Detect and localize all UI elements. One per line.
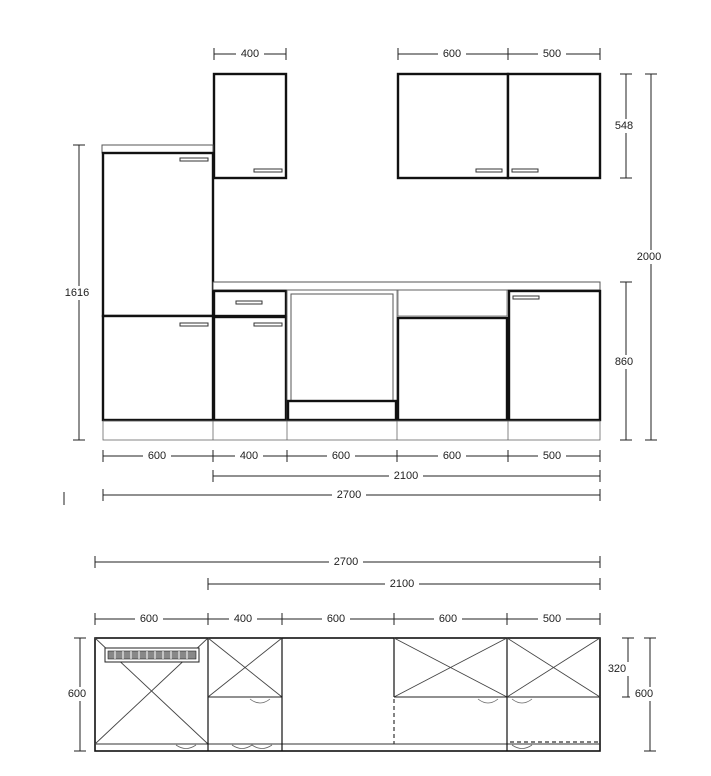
base-door-500 — [509, 291, 600, 420]
dim-base-width-1: 600 — [147, 449, 167, 462]
wall-cabinet-600 — [398, 74, 508, 178]
plan-dim-depth-left: 600 — [67, 687, 87, 700]
dim-base-width-5: 500 — [542, 449, 562, 462]
oven-plinth-drawer — [288, 401, 396, 420]
dim-tall-height: 1616 — [64, 286, 90, 299]
dim-base-width-3: 600 — [331, 449, 351, 462]
fridge-handle — [180, 158, 208, 161]
dim-upper-mid-width: 600 — [442, 47, 462, 60]
base-door-handle — [254, 323, 282, 326]
cabinet-handle — [254, 169, 282, 172]
plan-dim-depth-right: 600 — [634, 687, 654, 700]
wall-cabinet-500 — [508, 74, 600, 178]
plan-dim-width-5: 500 — [542, 612, 562, 625]
sink-blind-panel — [398, 290, 507, 316]
oven-opening — [291, 294, 393, 401]
cabinet-handle — [476, 169, 502, 172]
fridge-lower-door — [103, 316, 213, 420]
dim-upper-height: 548 — [614, 119, 634, 132]
base-door-handle — [513, 296, 539, 299]
wall-cabinet-400 — [214, 74, 286, 178]
base-door-400 — [214, 317, 286, 420]
cabinet-handle — [512, 169, 538, 172]
plan-dim-depth-upper: 320 — [607, 662, 627, 675]
dim-base-height: 860 — [614, 355, 634, 368]
dim-upper-left-width: 400 — [240, 47, 260, 60]
dim-base-width-4: 600 — [442, 449, 462, 462]
dim-span-total: 2700 — [336, 488, 362, 501]
worktop — [213, 282, 600, 290]
fridge-upper-door — [103, 153, 213, 316]
plan-dim-width-3: 600 — [326, 612, 346, 625]
dim-base-width-2: 400 — [239, 449, 259, 462]
plan-dim-span-partial: 2100 — [389, 577, 415, 590]
plan-dim-width-2: 400 — [233, 612, 253, 625]
sink-unit-door — [398, 318, 507, 420]
dim-span-partial: 2100 — [393, 469, 419, 482]
plinth — [103, 421, 600, 440]
dim-total-height: 2000 — [636, 250, 662, 263]
fridge-handle — [180, 323, 208, 326]
dim-upper-right-width: 500 — [542, 47, 562, 60]
drawer-handle — [236, 301, 262, 304]
plan-dim-span-total: 2700 — [333, 555, 359, 568]
elevation-view — [61, 47, 668, 505]
plan-dim-width-1: 600 — [139, 612, 159, 625]
plan-view — [64, 555, 658, 751]
plan-dim-width-4: 600 — [438, 612, 458, 625]
